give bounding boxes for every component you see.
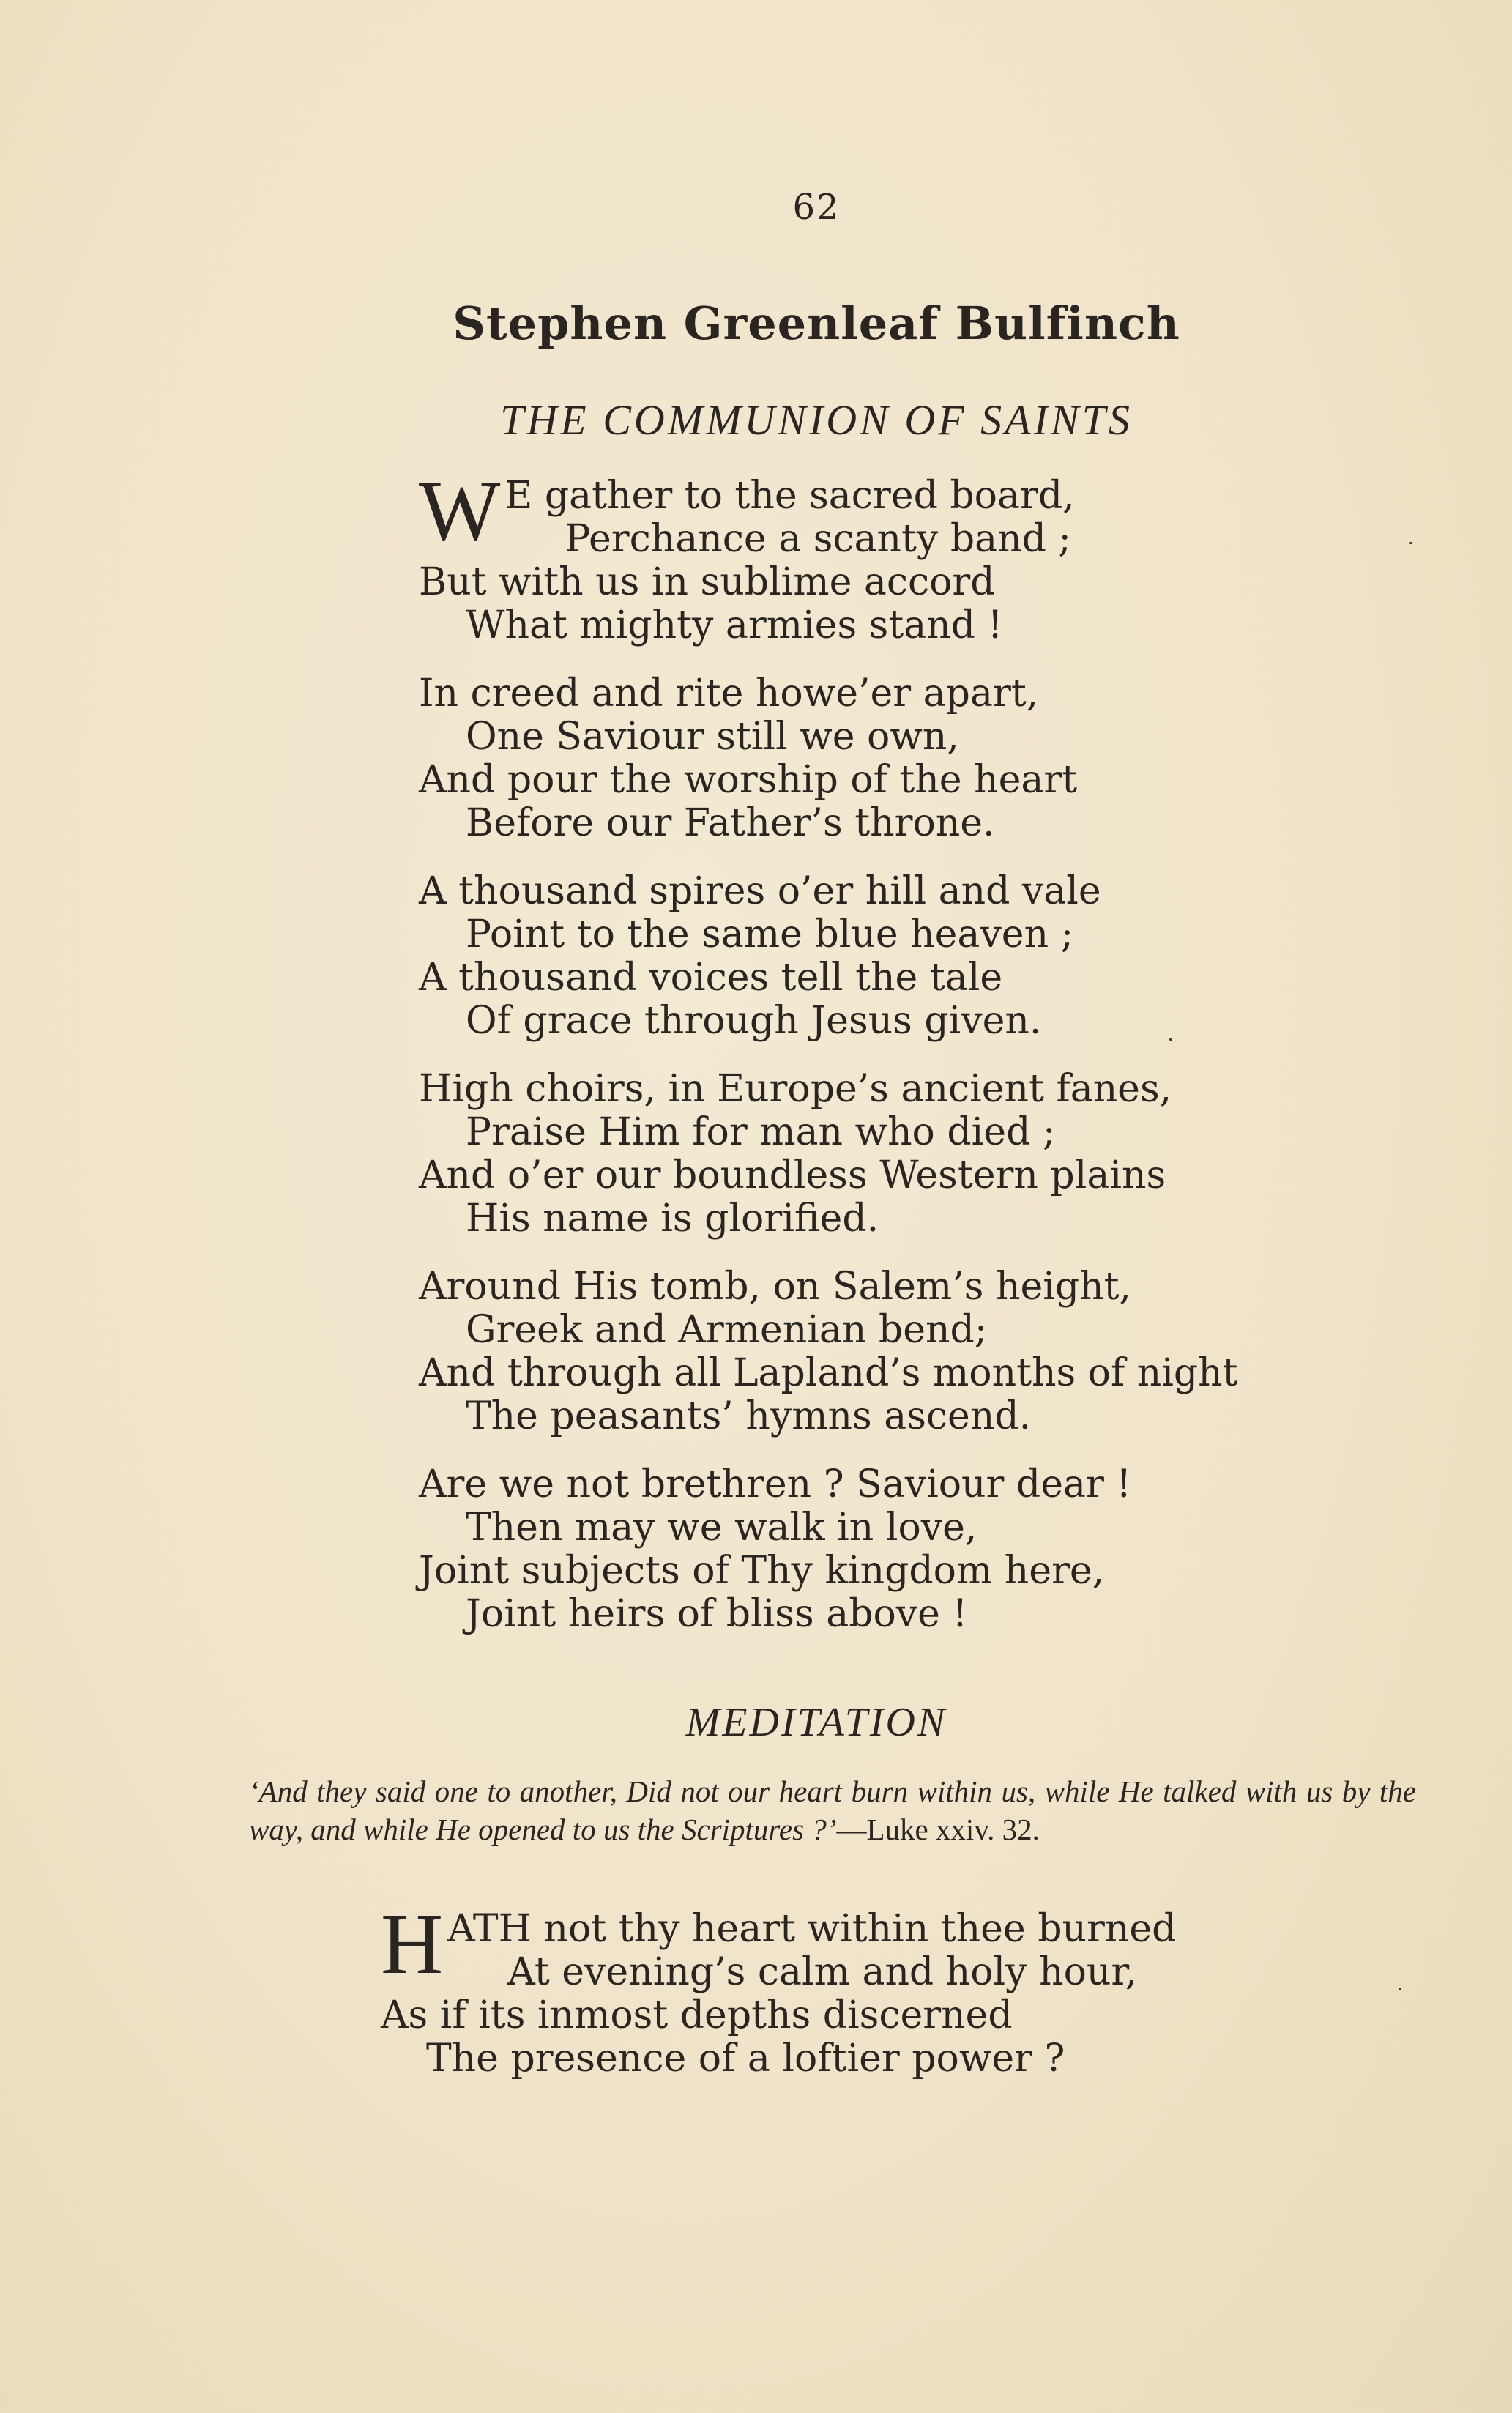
ink-speck bbox=[1399, 1988, 1401, 1990]
poem-line: ATH not thy heart within thee burned bbox=[447, 1907, 1177, 1951]
poem-line: One Saviour still we own, bbox=[466, 715, 959, 759]
poem-line: As if its inmost depths discerned bbox=[381, 1993, 1013, 2037]
poem-line: Point to the same blue heaven ; bbox=[466, 912, 1074, 956]
stanza-4 bbox=[419, 1068, 1238, 1241]
epigraph-reference: —Luke xxiv. 32. bbox=[836, 1812, 1040, 1846]
poem-line: At evening’s calm and holy hour, bbox=[507, 1950, 1138, 1994]
drop-cap: W bbox=[419, 463, 501, 559]
epigraph bbox=[249, 1772, 1416, 1848]
poem-line: Praise Him for man who died ; bbox=[466, 1110, 1056, 1154]
drop-cap: H bbox=[381, 1896, 444, 1992]
poem-line: Joint subjects of Thy kingdom here, bbox=[419, 1549, 1105, 1593]
meditation-title: MEDITATION bbox=[685, 1700, 947, 1745]
poem-line: Around His tomb, on Salem’s height, bbox=[419, 1265, 1132, 1309]
poem-line: Of grace through Jesus given. bbox=[466, 999, 1042, 1043]
ink-speck bbox=[1169, 1038, 1172, 1041]
poem-meditation bbox=[381, 1896, 1177, 2081]
poem-line: Joint heirs of bliss above ! bbox=[466, 1592, 968, 1636]
poem-line: In creed and rite howe’er apart, bbox=[419, 672, 1039, 715]
poem-line: E gather to the sacred board, bbox=[504, 474, 1075, 518]
poem-line: His name is glorified. bbox=[466, 1197, 879, 1241]
stanza-3 bbox=[419, 870, 1238, 1043]
poem-line: What mighty armies stand ! bbox=[466, 603, 1003, 647]
stanza-2 bbox=[419, 672, 1238, 845]
epigraph-quote: ‘And they said one to another, Did not our heart burn within us, while He talked with us by the way, and while He opened to us the Scriptures ?’ bbox=[249, 1774, 1416, 1846]
ink-speck bbox=[1409, 542, 1412, 544]
page-number: 62 bbox=[792, 187, 841, 228]
poem-line: Then may we walk in love, bbox=[466, 1506, 977, 1550]
poem-line: Are we not brethren ? Saviour dear ! bbox=[419, 1462, 1132, 1506]
poem-line: But with us in sublime accord bbox=[419, 560, 995, 604]
stanza-1 bbox=[419, 463, 1238, 647]
author-name: Stephen Greenleaf Bulfinch bbox=[453, 297, 1180, 350]
poem-line: A thousand spires o’er hill and vale bbox=[419, 869, 1101, 913]
poem-communion bbox=[419, 463, 1238, 1661]
poem-line: The peasants’ hymns ascend. bbox=[466, 1394, 1032, 1438]
stanza-5 bbox=[419, 1265, 1238, 1438]
poem-line: The presence of a loftier power ? bbox=[426, 2037, 1065, 2081]
stanza-6 bbox=[419, 1463, 1238, 1636]
poem-line: A thousand voices tell the tale bbox=[419, 956, 1003, 1000]
poem-line: And pour the worship of the heart bbox=[419, 758, 1078, 802]
poem-line: And o’er our boundless Western plains bbox=[419, 1153, 1166, 1197]
poem-line: Greek and Armenian bend; bbox=[466, 1308, 988, 1352]
poem-title: THE COMMUNION OF SAINTS bbox=[500, 396, 1133, 444]
poem-line: And through all Lapland’s months of night bbox=[419, 1351, 1238, 1395]
poem-line: Before our Father’s throne. bbox=[466, 801, 995, 845]
poem-line: High choirs, in Europe’s ancient fanes, bbox=[419, 1067, 1172, 1111]
poem-line: Perchance a scanty band ; bbox=[565, 517, 1071, 561]
